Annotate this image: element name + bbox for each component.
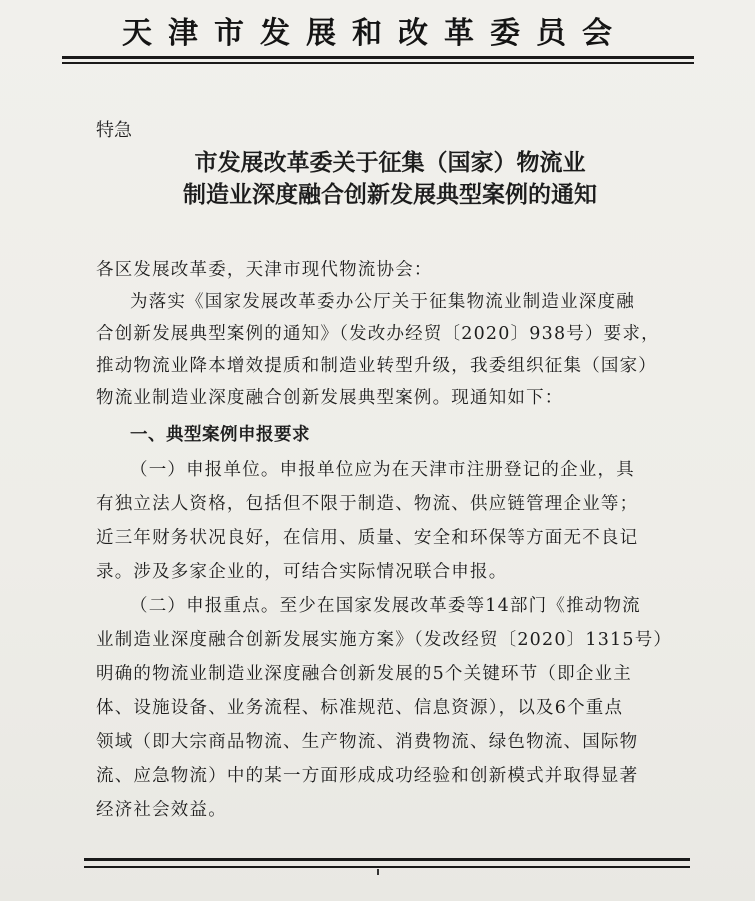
item2-line: 流、应急物流）中的某一方面形成成功经验和创新模式并取得显著	[96, 766, 639, 786]
header-rule-bottom	[62, 62, 694, 64]
footer-rule-bottom	[84, 866, 690, 868]
header-rule-top	[62, 56, 694, 59]
item2-line: 体、设施设备、业务流程、标准规范、信息资源），以及6个重点	[96, 698, 624, 718]
intro-line: 物流业制造业深度融合创新发展典型案例。现通知如下：	[96, 388, 564, 408]
item1-line: 录。涉及多家企业的，可结合实际情况联合申报。	[96, 562, 508, 582]
page-mark	[377, 869, 379, 875]
document-title-line-2: 制造业深度融合创新发展典型案例的通知	[183, 181, 597, 208]
item2-line: 明确的物流业制造业深度融合创新发展的5个关键环节（即企业主	[96, 664, 632, 684]
section-heading: 一、典型案例申报要求	[130, 425, 310, 445]
intro-line: 为落实《国家发展改革委办公厅关于征集物流业制造业深度融	[130, 292, 635, 312]
item1-line: （一）申报单位。申报单位应为在天津市注册登记的企业，具	[130, 460, 635, 480]
item2-line: 经济社会效益。	[96, 800, 227, 820]
org-letterhead: 天津市发展和改革委员会	[122, 16, 628, 51]
intro-line: 推动物流业降本增效提质和制造业转型升级，我委组织征集（国家）	[96, 356, 657, 376]
intro-line: 合创新发展典型案例的通知》（发改办经贸〔2020〕938号）要求，	[96, 324, 660, 344]
item2-line: 业制造业深度融合创新发展实施方案》（发改经贸〔2020〕1315号）	[96, 630, 673, 650]
item1-line: 有独立法人资格，包括但不限于制造、物流、供应链管理企业等；	[96, 494, 639, 514]
footer-rule-top	[84, 858, 690, 861]
item2-line: （二）申报重点。至少在国家发展改革委等14部门《推动物流	[130, 596, 641, 616]
item2-line: 领域（即大宗商品物流、生产物流、消费物流、绿色物流、国际物	[96, 732, 639, 752]
urgency-label: 特急	[96, 120, 132, 141]
document-title-line-1: 市发展改革委关于征集（国家）物流业	[194, 149, 586, 176]
addressee: 各区发展改革委，天津市现代物流协会：	[96, 260, 433, 280]
item1-line: 近三年财务状况良好，在信用、质量、安全和环保等方面无不良记	[96, 528, 639, 548]
